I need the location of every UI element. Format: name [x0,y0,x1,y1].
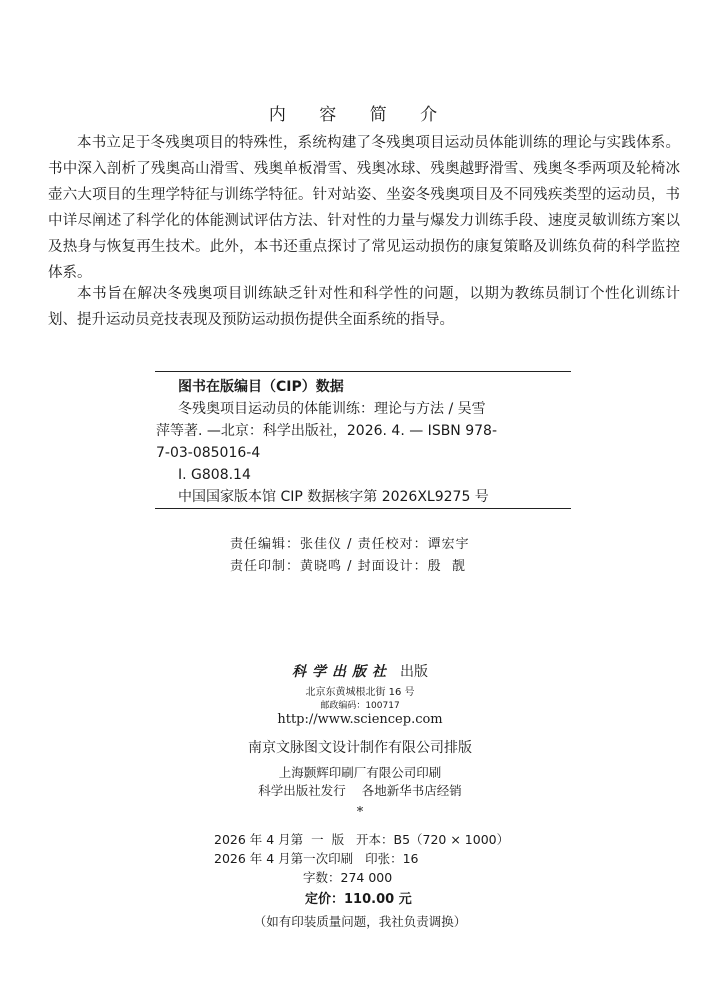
distribution-credit: 科学出版社发行 各地新华书店经销 [258,783,462,798]
quality-note: （如有印装质量问题，我社负责调换） [253,914,467,929]
publisher-logo: 科学出版社 [292,664,392,680]
publisher-url: http://www.sciencep.com [277,712,443,727]
cip-line: 冬残奥项目运动员的体能训练：理论与方法 / 吴雪 [178,401,486,417]
section-title: 内 容 简 介 [268,105,452,125]
publisher-line [0,661,720,681]
cip-classification: Ⅰ. G808.14 [178,467,251,483]
printer-credit: 上海颢辉印刷厂有限公司印刷 [278,765,442,780]
cip-heading: 图书在版编目（CIP）数据 [178,379,344,395]
publisher-suffix: 出版 [400,664,428,680]
staff-line-production: 责任印制：黄晓鸣 / 封面设计：殷 靓 [230,559,466,574]
separator-star: * [356,805,364,820]
cip-line: 7-03-085016-4 [156,445,261,461]
edition-info: 2026 年 4 月第 一 版 开本：B5（720 × 1000） [214,832,510,847]
price: 定价：110.00 元 [305,892,412,907]
staff-credits [230,534,470,578]
publisher-address: 北京东黄城根北街 16 号 [305,687,415,698]
cip-bottom-rule [155,508,571,509]
printing-info: 2026 年 4 月第一次印刷 印张：16 [214,851,419,866]
publisher-postal-code: 邮政编码：100717 [320,701,400,711]
staff-line-editors: 责任编辑：张佳仪 / 责任校对：谭宏宇 [230,537,470,552]
word-count: 字数：274 000 [303,870,393,885]
typesetter-credit: 南京文脉图文设计制作有限公司排版 [248,740,472,756]
cip-line: 萍等著. —北京：科学出版社，2026. 4. — ISBN 978- [156,423,498,439]
cip-top-rule [155,371,571,372]
intro-paragraph-2: 本书旨在解决冬残奥项目训练缺乏针对性和科学性的问题，以期为教练员制订个性化训练计划、提升运动员竞技表现及预防运动损伤提供全面系统的指导。 [48,286,680,328]
cip-record-number: 中国国家版本馆 CIP 数据核字第 2026XL9275 号 [178,489,489,505]
cip-block [156,376,558,508]
intro-paragraph-1: 本书立足于冬残奥项目的特殊性，系统构建了冬残奥项目运动员体能训练的理论与实践体系。书中深入剖析了残奥高山滑雪、残奥单板滑雪、残奥冰球、残奥越野滑雪、残奥冬季两项及轮椅冰壶六大项目的生理学特征与训练学特征。针对站姿、坐姿冬残奥项目及不同残疾类型的运动员，书中详尽阐述了科学化的体能测试评估方法、针对性的力量与爆发力训练手段、速度灵敏训练方案以及热身与恢复再生技术。此外，本书还重点探讨了常见运动损伤的康复策略及训练负荷的科学监控体系。 [48,135,680,281]
